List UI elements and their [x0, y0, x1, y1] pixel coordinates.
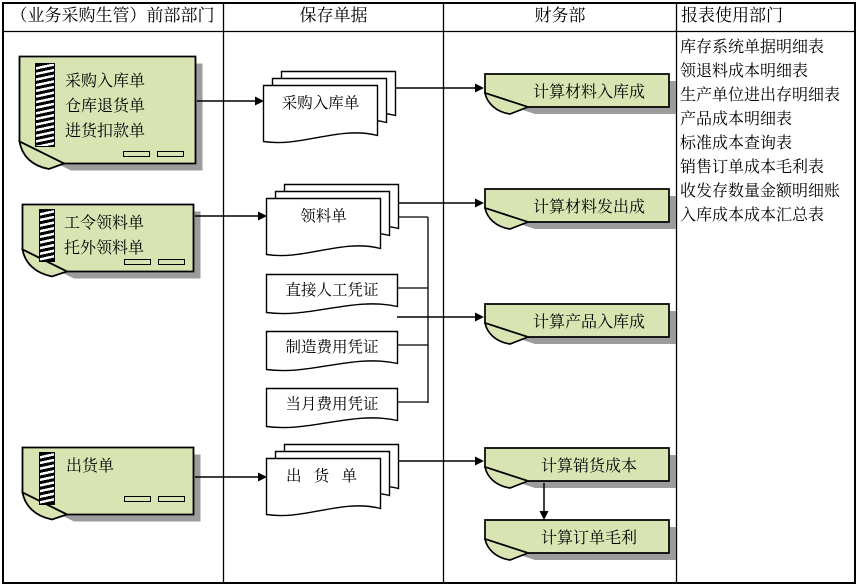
document-shape [265, 387, 401, 435]
spiral-binding-icon [39, 452, 55, 505]
finance-box-material-receipt-cost [484, 73, 682, 127]
note-text [64, 211, 144, 261]
report-item: 领退料成本明细表 [680, 63, 809, 80]
spiral-binding-icon [35, 63, 55, 147]
finance-box-order-gross-profit [484, 519, 682, 573]
note-material-requisitions [21, 203, 207, 291]
finance-box-sales-cost [484, 447, 682, 501]
note-text [65, 69, 145, 144]
note-purchasing-docs [18, 55, 208, 183]
column-header-saved-documents: 保存单据 [299, 6, 368, 25]
document-shape [265, 330, 401, 378]
doc-stack-shipment [265, 443, 401, 529]
signature-line [124, 259, 151, 265]
column-header-finance-dept: 财务部 [534, 6, 586, 25]
finance-box-material-issue-cost [484, 188, 682, 242]
finance-box-label: 计算材料入库成 [532, 84, 645, 101]
document-label: 制造费用凭证 [285, 339, 379, 356]
signature-line [158, 259, 185, 265]
finance-box-label: 计算订单毛利 [540, 530, 637, 547]
report-item: 产品成本明细表 [680, 111, 793, 128]
doc-stack-material-issue [265, 183, 401, 269]
arrowhead-icon [475, 457, 484, 466]
report-item: 生产单位进出存明细表 [680, 87, 841, 104]
signature-line [123, 151, 150, 157]
note-line: 出货单 [66, 458, 115, 475]
arrowhead-icon [475, 199, 484, 208]
signature-line [158, 496, 185, 502]
signature-line [124, 496, 151, 502]
document-stack-shape [265, 443, 401, 529]
note-line: 进货扣款单 [65, 123, 146, 140]
document-label: 出 货 单 [285, 468, 362, 485]
arrowhead-icon [475, 313, 484, 322]
column-header-front-departments: （业务采购生管）前部部门 [10, 6, 215, 25]
signature-line [157, 151, 184, 157]
doc-direct-labor-voucher [265, 273, 401, 321]
column-header-report-users: 报表使用部门 [681, 6, 783, 25]
doc-overhead-voucher [265, 330, 401, 378]
report-item: 收发存数量金额明细账 [680, 183, 841, 200]
note-text [66, 454, 114, 479]
note-line: 仓库退货单 [65, 98, 146, 115]
document-label: 领料单 [300, 208, 347, 225]
signature-lines [123, 151, 184, 157]
document-stack-shape [265, 183, 401, 269]
spiral-binding-icon [39, 209, 55, 262]
report-item: 标准成本查询表 [680, 135, 793, 152]
report-list [680, 36, 857, 228]
signature-lines [124, 496, 185, 502]
report-item: 销售订单成本毛利表 [680, 159, 825, 176]
document-label: 当月费用凭证 [285, 396, 379, 413]
note-shipment [21, 446, 207, 534]
report-item: 库存系统单据明细表 [680, 39, 825, 56]
document-stack-shape [262, 70, 398, 156]
finance-box-product-receipt-cost [484, 303, 682, 357]
doc-monthly-expense-voucher [265, 387, 401, 435]
finance-box-label: 计算销货成本 [540, 458, 637, 475]
document-label: 采购入库单 [281, 95, 360, 112]
finance-box-label: 计算材料发出成 [532, 199, 645, 216]
doc-stack-purchase-receipt [262, 70, 398, 156]
document-shape [265, 273, 401, 321]
note-line: 采购入库单 [65, 73, 146, 90]
document-label: 直接人工凭证 [285, 282, 379, 299]
signature-lines [124, 259, 185, 265]
report-item: 入库成本成本汇总表 [680, 207, 825, 224]
finance-box-label: 计算产品入库成 [532, 314, 645, 331]
arrowhead-icon [475, 84, 484, 93]
note-line: 工令领料单 [64, 215, 145, 232]
note-line: 托外领料单 [64, 240, 145, 257]
